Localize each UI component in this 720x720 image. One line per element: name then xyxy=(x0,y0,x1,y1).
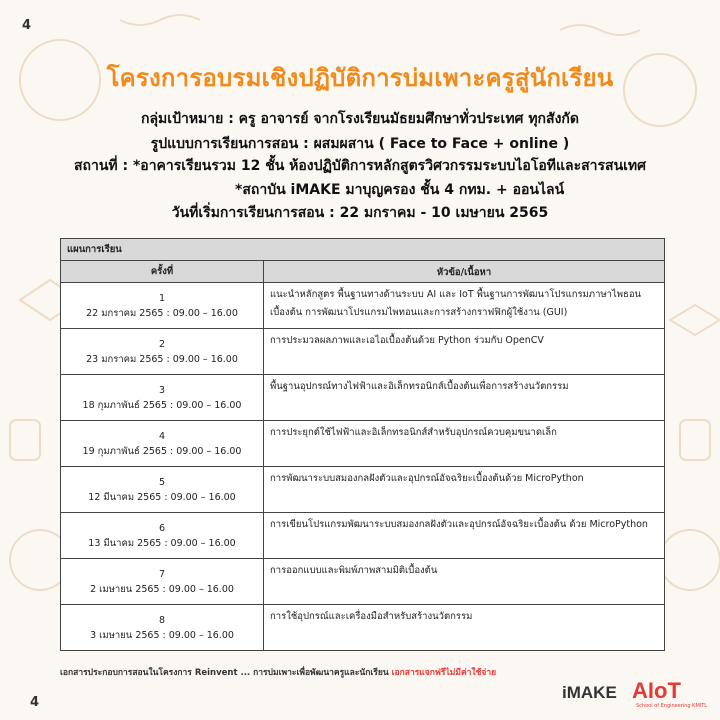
session-number: 7 xyxy=(158,568,166,580)
topic-column-header: หัวข้อ/เนื้อหา xyxy=(264,261,665,283)
session-date: 3 เมษายน 2565 : 09.00 – 16.00 xyxy=(90,629,234,641)
target-group-line: กลุ่มเป้าหมาย : ครู อาจารย์ จากโรงเรียนมัธยมศึกษาทั่วประเทศ ทุกสังกัด xyxy=(141,111,579,127)
table-row xyxy=(61,421,665,467)
teaching-format-line: รูปแบบการเรียนการสอน : ผสมผสาน ( Face to Face + online ) xyxy=(150,136,570,152)
aiot-logo-subtitle: School of Engineering KMITL xyxy=(636,703,708,709)
imake-logo: iMAKE xyxy=(562,683,617,702)
session-date: 12 มีนาคม 2565 : 09.00 – 16.00 xyxy=(88,491,236,503)
page-number-top: 4 xyxy=(22,18,32,33)
session-date: 23 มกราคม 2565 : 09.00 – 16.00 xyxy=(86,353,238,365)
topic-cell: การประมวลผลภาพและเอไอเบื้องต้นด้วย Python ร่วมกับ OpenCV xyxy=(264,329,665,375)
session-date: 22 มกราคม 2565 : 09.00 – 16.00 xyxy=(86,307,238,319)
table-row xyxy=(61,467,665,513)
session-date: 2 เมษายน 2565 : 09.00 – 16.00 xyxy=(90,583,234,595)
session-number: 2 xyxy=(158,338,166,350)
session-cell xyxy=(61,329,264,375)
footer-free-text: เอกสารแจกฟรีไม่มีค่าใช้จ่าย xyxy=(391,668,497,678)
session-cell xyxy=(61,467,264,513)
session-cell xyxy=(61,559,264,605)
topic-cell: การใช้อุปกรณ์และเครื่องมือสำหรับสร้างนวัตกรรม xyxy=(264,605,665,651)
topic-cell: การประยุกต์ใช้ไฟฟ้าและอิเล็กทรอนิกส์สำหรับอุปกรณ์ควบคุมขนาดเล็ก xyxy=(264,421,665,467)
session-cell xyxy=(61,605,264,651)
topic-cell: การออกแบบและพิมพ์ภาพสามมิติเบื้องต้น xyxy=(264,559,665,605)
session-date: 18 กุมภาพันธ์ 2565 : 09.00 – 16.00 xyxy=(82,399,242,411)
topic-cell: การเขียนโปรแกรมพัฒนาระบบสมองกลฝังตัวและอุปกรณ์อัจฉริยะเบื้องต้น ด้วย MicroPython xyxy=(264,513,665,559)
footer-note xyxy=(60,665,496,679)
session-number: 4 xyxy=(158,430,166,442)
session-number: 5 xyxy=(158,476,166,488)
footer-text: เอกสารประกอบการสอนในโครงการ Reinvent ... การบ่มเพาะเพื่อพัฒนาครูและนักเรียน xyxy=(60,668,389,678)
session-number: 3 xyxy=(158,384,166,396)
session-column-header: ครั้งที่ xyxy=(61,261,264,283)
topic-cell: พื้นฐานอุปกรณ์ทางไฟฟ้าและอิเล็กทรอนิกส์เบื้องต้นเพื่อการสร้างนวัตกรรม xyxy=(264,375,665,421)
table-row xyxy=(61,513,665,559)
table-row xyxy=(61,329,665,375)
session-cell xyxy=(61,421,264,467)
plan-header: แผนการเรียน xyxy=(61,239,665,261)
table-row xyxy=(61,375,665,421)
start-date-line: วันที่เริ่มการเรียนการสอน : 22 มกราคม - 10 เมษายน 2565 xyxy=(171,205,549,221)
place-line-2: *สถาบัน iMAKE มาบุญครอง ชั้น 4 กทม. + ออนไลน์ xyxy=(235,182,565,198)
session-cell xyxy=(61,513,264,559)
table-row xyxy=(61,605,665,651)
place-line-1: สถานที่ : *อาคารเรียนรวม 12 ชั้น ห้องปฏิบัติการหลักสูตรวิศวกรรมระบบไอโอทีและสารสนเทศ xyxy=(73,158,647,174)
topic-cell: แนะนำหลักสูตร พื้นฐานทางด้านระบบ AI และ IoT พื้นฐานการพัฒนาโปรแกรมภาษาไพธอนเบื้องต้น การพัฒนาโปรแกรมไพทอนและการสร้างกราฟฟิกผู้ใช้งาน (GUI) xyxy=(264,283,665,329)
session-number: 8 xyxy=(158,614,166,626)
session-date: 13 มีนาคม 2565 : 09.00 – 16.00 xyxy=(88,537,236,549)
table-row xyxy=(61,283,665,329)
session-number: 6 xyxy=(158,522,166,534)
topic-cell: การพัฒนาระบบสมองกลฝังตัวและอุปกรณ์อัจฉริยะเบื้องต้นด้วย MicroPython xyxy=(264,467,665,513)
aiot-logo: AIoT xyxy=(632,678,681,703)
session-number: 1 xyxy=(158,292,166,304)
page-title: โครงการอบรมเชิงปฏิบัติการบ่มเพาะครูสู่นักเรียน xyxy=(106,64,614,92)
session-date: 19 กุมภาพันธ์ 2565 : 09.00 – 16.00 xyxy=(82,445,242,457)
table-row xyxy=(61,559,665,605)
session-cell xyxy=(61,283,264,329)
study-plan-table xyxy=(60,238,665,651)
session-cell xyxy=(61,375,264,421)
page-number-bottom: 4 xyxy=(30,695,40,710)
